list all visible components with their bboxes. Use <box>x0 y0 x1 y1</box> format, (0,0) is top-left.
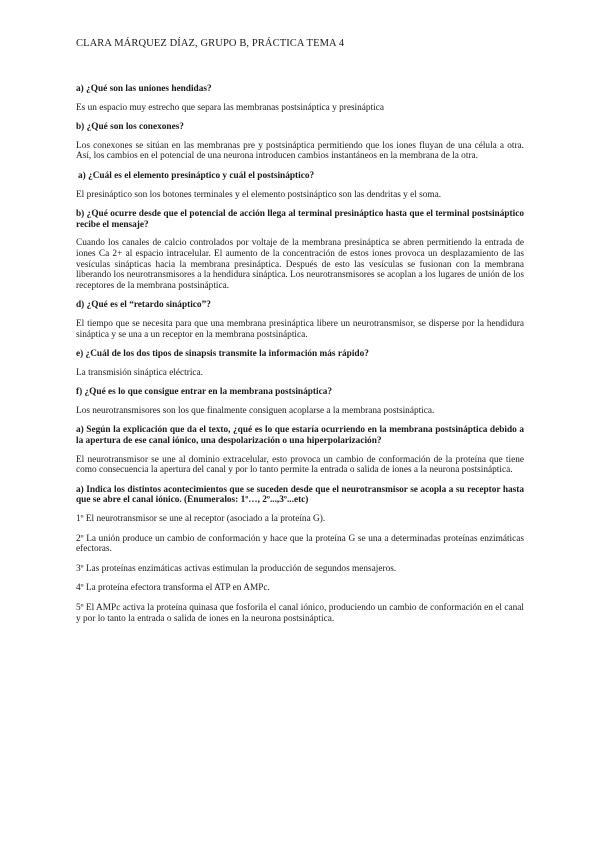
question-7: f) ¿Qué es lo que consigue entrar en la membrana postsináptica? <box>76 387 333 398</box>
answer-3: El presináptico son los botones terminales y el elemento postsináptico son las dendritas y el soma. <box>76 189 442 200</box>
question-5: d) ¿Qué es el “retardo sináptico”? <box>76 300 211 311</box>
document-body <box>76 84 524 633</box>
answer-6: La transmisión sináptica eléctrica. <box>76 367 204 378</box>
answer-9-step-4: 4º La proteína efectora transforma el ATP en AMPc. <box>76 583 270 594</box>
answer-7: Los neurotransmisores son los que finalmente consiguen acoplarse a la membrana postsináptica. <box>76 405 435 416</box>
answer-8: El neurotransmisor se une al dominio extracelular, esto provoca un cambio de conformación de la proteína que tiene como consecuencia la apertura del canal y por lo tanto permite la entrada o salida de iones a la neurona postsináptica. <box>76 454 524 476</box>
question-3: a) ¿Cuál es el elemento presináptico y cuál el postsináptico? <box>78 170 315 181</box>
answer-9-step-1: 1º El neurotransmisor se une al receptor (asociado a la proteína G). <box>76 514 326 525</box>
question-8: a) Según la explicación que da el texto, ¿qué es lo que estaría ocurriendo en la membrana postsináptica debido a la apertura de ese canal iónico, una despolarización o una hiperpolarización? <box>76 425 524 447</box>
answer-5: El tiempo que se necesita para que una membrana presináptica libere un neurotransmisor, se disperse por la hendidura sináptica y se una a un receptor en la membrana postsináptica. <box>76 318 524 340</box>
answer-2: Los conexones se sitúan en las membranas pre y postsináptica permitiendo que los iones fluyan de una célula a otra. Así, los cambios en el potencial de una neurona introducen cambios instantáneos en la membrana de la otra. <box>76 140 524 162</box>
answer-9-step-3: 3º Las proteínas enzimáticas activas estimulan la producción de segundos mensajeros. <box>76 563 397 574</box>
question-4: b) ¿Qué ocurre desde que el potencial de acción llega al terminal presináptico hasta que el terminal postsináptico recibe el mensaje? <box>76 209 524 230</box>
answer-9-step-2: 2º La unión produce un cambio de conformación y hace que la proteína G se una a determinadas proteínas enzimáticas efectoras. <box>76 533 524 555</box>
answer-1: Es un espacio muy estrecho que separa las membranas postsináptica y presináptica <box>76 102 384 113</box>
question-2: b) ¿Qué son los conexones? <box>76 122 184 133</box>
question-1: a) ¿Qué son las uniones hendidas? <box>76 84 212 94</box>
question-6: e) ¿Cuál de los dos tipos de sinapsis transmite la información más rápido? <box>76 349 369 360</box>
page-header: CLARA MÁRQUEZ DÍAZ, GRUPO B, PRÁCTICA TEMA 4 <box>76 38 345 49</box>
answer-9-step-5: 5º El AMPc activa la proteína quinasa que fosforila el canal iónico, produciendo un cambio de conformación en el canal y por lo tanto la entrada o salida de iones en la neurona postsináptica. <box>76 603 524 624</box>
answer-4: Cuando los canales de calcio controlados por voltaje de la membrana presináptica se abren permitiendo la entrada de iones Ca 2+ al espacio intracelular. El aumento de la concentración de estos iones provoca un desplazamiento de las vesículas sinápticas hacia la membrana presináptica. Después de esto las vesículas se fusionan con la membrana liberando los neurotransmisores a la hendidura sináptica. Los neurotransmisores se acoplan a los lugares de unión de los receptores de la membrana postsináptica. <box>76 238 524 291</box>
question-9: a) Indica los distintos acontecimientos que se suceden desde que el neurotransmisor se acopla a su receptor hasta que se abre el canal iónico. (Enumeralos: 1º…, 2º...,3º...etc) <box>76 484 524 506</box>
